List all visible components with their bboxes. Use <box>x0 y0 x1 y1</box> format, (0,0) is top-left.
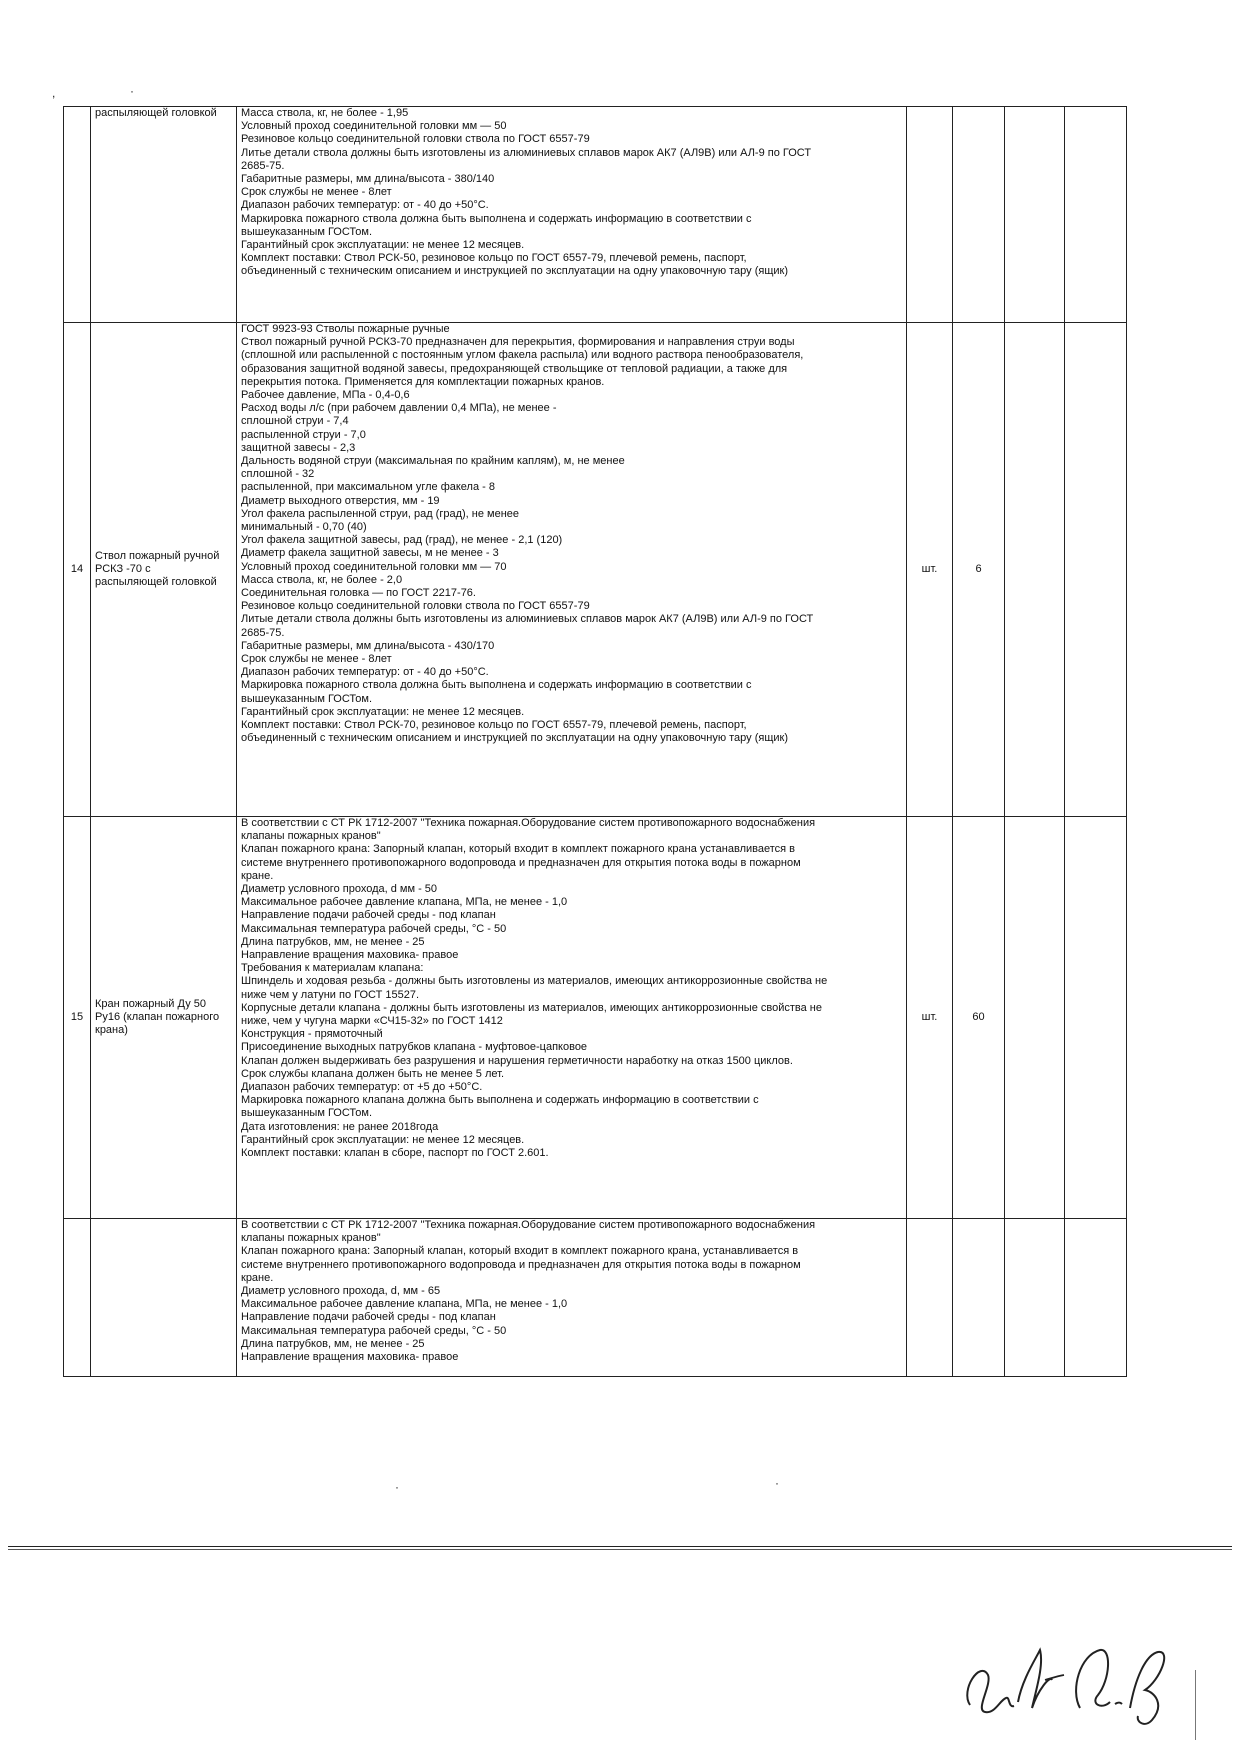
description-line: Гарантийный срок эксплуатации: не менее 12 месяцев. <box>241 1133 525 1146</box>
description-line: Резиновое кольцо соединительной головки ствола по ГОСТ 6557-79 <box>241 133 590 146</box>
description-line: Диаметр условного прохода, d мм - 50 <box>241 883 438 896</box>
description-line: Длина патрубков, мм, не менее - 25 <box>241 1337 425 1350</box>
empty-cell <box>1065 323 1127 817</box>
description-line: В соответствии с СТ РК 1712-2007 "Техника пожарная.Оборудование систем противопожарного водоснабжения <box>241 817 816 829</box>
description-line: Соединительная головка — по ГОСТ 2217-76. <box>241 587 476 600</box>
description-line: сплошной струи - 7,4 <box>241 415 349 428</box>
signature <box>940 1620 1180 1730</box>
item-name-line: распыляющей головкой <box>95 576 217 589</box>
description-line: Диаметр условного прохода, d, мм - 65 <box>241 1285 441 1298</box>
description-line: вышеуказанным ГОСТом. <box>241 225 373 238</box>
scan-speck: · <box>775 1476 779 1490</box>
table-row <box>64 817 1127 1219</box>
table-row <box>64 107 1127 323</box>
description-line: Комплект поставки: Ствол РСК-50, резиновое кольцо по ГОСТ 6557-79, плечевой ремень, паспорт, <box>241 252 747 265</box>
description-line: Требования к материалам клапана: <box>241 962 424 975</box>
description-line: Корпусные детали клапана - должны быть изготовлены из материалов, имеющих антикоррозионные свойства не <box>241 1001 822 1014</box>
description-line: Клапан пожарного крана: Запорный клапан, который входит в комплект пожарного крана устанавливается в <box>241 843 796 856</box>
item-name-line: РСКЗ -70 с <box>95 562 151 575</box>
description-line: Расход воды л/с (при рабочем давлении 0,4 МПа), не менее - <box>241 402 557 415</box>
description-line: Диапазон рабочих температур: от - 40 до +50°С. <box>241 199 489 212</box>
description-line: Направление вращения маховика- правое <box>241 949 459 962</box>
description-line: Длина патрубков, мм, не менее - 25 <box>241 935 425 948</box>
description-line: 2685-75. <box>241 159 285 172</box>
quantity-cell: 6 <box>953 323 1005 817</box>
description-line: Маркировка пожарного клапана должна быть выполнена и содержать информацию в соответствии с <box>241 1094 759 1107</box>
description-line: вышеуказанным ГОСТом. <box>241 692 373 705</box>
description-line: распыленной струи - 7,0 <box>241 428 366 441</box>
description-line: Диаметр выходного отверстия, мм - 19 <box>241 494 440 507</box>
description-line: кране. <box>241 1271 274 1284</box>
description-line: кране. <box>241 869 274 882</box>
description-line: объединенный с техническим описанием и инструкцией по эксплуатации на одну упаковочную тару (ящик) <box>241 265 788 278</box>
table-row <box>64 1219 1127 1377</box>
description-line: клапаны пожарных кранов" <box>241 1232 381 1245</box>
description-line: (сплошной или распыленной с постоянным углом факела распыла) или водного раствора пенообразователя, <box>241 349 804 362</box>
scan-speck: · <box>130 84 134 98</box>
description-line: Маркировка пожарного ствола должна быть выполнена и содержать информацию в соответствии с <box>241 679 752 692</box>
description-line: Литье детали ствола должны быть изготовлены из алюминиевых сплавов марок АК7 (АЛ9В) или АЛ-9 по ГОСТ <box>241 146 812 159</box>
description-line: Клапан пожарного крана: Запорный клапан, который входит в комплект пожарного крана, устанавливается в <box>241 1245 799 1258</box>
description-line: вышеуказанным ГОСТом. <box>241 1107 373 1120</box>
description-line: В соответствии с СТ РК 1712-2007 "Техника пожарная.Оборудование систем противопожарного водоснабжения <box>241 1219 816 1231</box>
description-line: Габаритные размеры, мм длина/высота - 430/170 <box>241 639 495 652</box>
description-line: Шпиндель и ходовая резьба - должны быть изготовлены из материалов, имеющих антикоррозионные свойства не <box>241 975 828 988</box>
item-name <box>91 323 237 817</box>
description-line: Максимальная температура рабочей среды, °С - 50 <box>241 922 507 935</box>
description-line: Диапазон рабочих температур: от - 40 до +50°С. <box>241 666 489 679</box>
quantity-cell: 60 <box>953 817 1005 1219</box>
item-description <box>237 817 907 1219</box>
description-line: объединенный с техническим описанием и инструкцией по эксплуатации на одну упаковочную тару (ящик) <box>241 732 788 745</box>
item-description <box>237 107 907 323</box>
item-name-line: крана) <box>95 1024 128 1037</box>
description-line: распыленной, при максимальном угле факела - 8 <box>241 481 495 494</box>
description-line: Гарантийный срок эксплуатации: не менее 12 месяцев. <box>241 239 525 252</box>
description-line: ниже чем у латуни по ГОСТ 15527. <box>241 988 420 1001</box>
unit-cell: шт. <box>907 817 953 1219</box>
description-line: минимальный - 0,70 (40) <box>241 521 367 534</box>
description-line: Направление подачи рабочей среды - под клапан <box>241 909 496 922</box>
description-line: Масса ствола, кг, не более - 1,95 <box>241 107 409 119</box>
description-line: Присоединение выходных патрубков клапана - муфтовое-цапковое <box>241 1041 588 1054</box>
description-line: 2685-75. <box>241 626 285 639</box>
row-number <box>64 107 91 323</box>
item-name-line: Ствол пожарный ручной <box>95 549 220 562</box>
table-row <box>64 323 1127 817</box>
description-line: Дата изготовления: не ранее 2018года <box>241 1120 439 1133</box>
empty-cell <box>1065 817 1127 1219</box>
description-line: Конструкция - прямоточный <box>241 1028 383 1041</box>
empty-cell <box>1005 817 1065 1219</box>
item-name <box>91 817 237 1219</box>
description-line: Маркировка пожарного ствола должна быть выполнена и содержать информацию в соответствии с <box>241 212 752 225</box>
description-line: ниже, чем у чугуна марки «СЧ15-32» по ГОСТ 1412 <box>241 1015 503 1028</box>
description-line: Масса ствола, кг, не более - 2,0 <box>241 573 403 586</box>
description-line: Срок службы клапана должен быть не менее 5 лет. <box>241 1067 504 1080</box>
item-name <box>91 107 237 323</box>
description-line: Максимальное рабочее давление клапана, МПа, не менее - 1,0 <box>241 896 568 909</box>
description-line: системе внутреннего противопожарного водопровода и предназначен для открытия потока воды в пожарном <box>241 856 801 869</box>
description-line: защитной завесы - 2,3 <box>241 441 356 454</box>
description-line: Угол факела распыленной струи, рад (град), не менее <box>241 507 520 520</box>
specification-table <box>63 106 1127 1377</box>
description-line: Ствол пожарный ручной РСКЗ-70 предназначен для перекрытия, формирования и направления струи воды <box>241 336 795 349</box>
bottom-rule <box>8 1546 1232 1547</box>
description-line: Направление подачи рабочей среды - под клапан <box>241 1311 496 1324</box>
item-description <box>237 323 907 817</box>
description-line: клапаны пожарных кранов" <box>241 830 381 843</box>
quantity-cell <box>953 1219 1005 1377</box>
description-line: Условный проход соединительной головки мм — 50 <box>241 120 507 133</box>
empty-cell <box>1065 107 1127 323</box>
item-name-line: Кран пожарный Ду 50 <box>95 997 206 1010</box>
empty-cell <box>1005 107 1065 323</box>
description-line: Максимальная температура рабочей среды, °С - 50 <box>241 1324 507 1337</box>
empty-cell <box>1005 323 1065 817</box>
description-line: Срок службы не менее - 8лет <box>241 653 392 666</box>
scan-speck: · <box>395 1480 399 1494</box>
scan-speck: , <box>52 86 56 100</box>
description-line: ГОСТ 9923-93 Стволы пожарные ручные <box>241 323 450 335</box>
description-line: Срок службы не менее - 8лет <box>241 186 392 199</box>
description-line: сплошной - 32 <box>241 468 315 481</box>
item-name-line: Ру16 (клапан пожарного <box>95 1010 220 1023</box>
unit-cell <box>907 107 953 323</box>
description-line: Комплект поставки: Ствол РСК-70, резиновое кольцо по ГОСТ 6557-79, плечевой ремень, паспорт, <box>241 719 747 732</box>
description-line: Гарантийный срок эксплуатации: не менее 12 месяцев. <box>241 705 525 718</box>
description-line: Рабочее давление, МПа - 0,4-0,6 <box>241 389 410 402</box>
description-line: Направление вращения маховика- правое <box>241 1351 459 1364</box>
scan-margin-mark <box>1195 1670 1196 1740</box>
description-line: Комплект поставки: клапан в сборе, паспорт по ГОСТ 2.601. <box>241 1147 549 1160</box>
description-line: Дальность водяной струи (максимальная по крайним каплям), м, не менее <box>241 455 625 468</box>
item-name <box>91 1219 237 1377</box>
row-number: 15 <box>64 817 91 1219</box>
description-line: Резиновое кольцо соединительной головки ствола по ГОСТ 6557-79 <box>241 600 590 613</box>
description-line: Максимальное рабочее давление клапана, МПа, не менее - 1,0 <box>241 1298 568 1311</box>
unit-cell: шт. <box>907 323 953 817</box>
description-line: Литые детали ствола должны быть изготовлены из алюминиевых сплавов марок АК7 (АЛ9В) или АЛ-9 по ГОСТ <box>241 613 814 626</box>
empty-cell <box>1065 1219 1127 1377</box>
description-line: Диапазон рабочих температур: от +5 до +50°С. <box>241 1081 483 1094</box>
description-line: Диаметр факела защитной завесы, м не менее - 3 <box>241 547 499 560</box>
description-line: Клапан должен выдерживать без разрушения и нарушения герметичности наработку на отказ 1500 циклов. <box>241 1054 793 1067</box>
description-line: Габаритные размеры, мм длина/высота - 380/140 <box>241 173 495 186</box>
description-line: перекрытия потока. Применяется для комплектации пожарных кранов. <box>241 375 605 388</box>
description-line: системе внутреннего противопожарного водопровода и предназначен для открытия потока воды в пожарном <box>241 1258 801 1271</box>
row-number <box>64 1219 91 1377</box>
description-line: Угол факела защитной завесы, рад (град), не менее - 2,1 (120) <box>241 534 563 547</box>
row-number: 14 <box>64 323 91 817</box>
description-line: образования защитной водяной завесы, предохраняющей ствольщике от тепловой радиации, а также для <box>241 362 788 375</box>
item-name-line: распыляющей головкой <box>95 107 217 119</box>
bottom-rule <box>8 1549 1232 1550</box>
item-description <box>237 1219 907 1377</box>
description-line: Условный проход соединительной головки мм — 70 <box>241 560 507 573</box>
quantity-cell <box>953 107 1005 323</box>
empty-cell <box>1005 1219 1065 1377</box>
unit-cell <box>907 1219 953 1377</box>
